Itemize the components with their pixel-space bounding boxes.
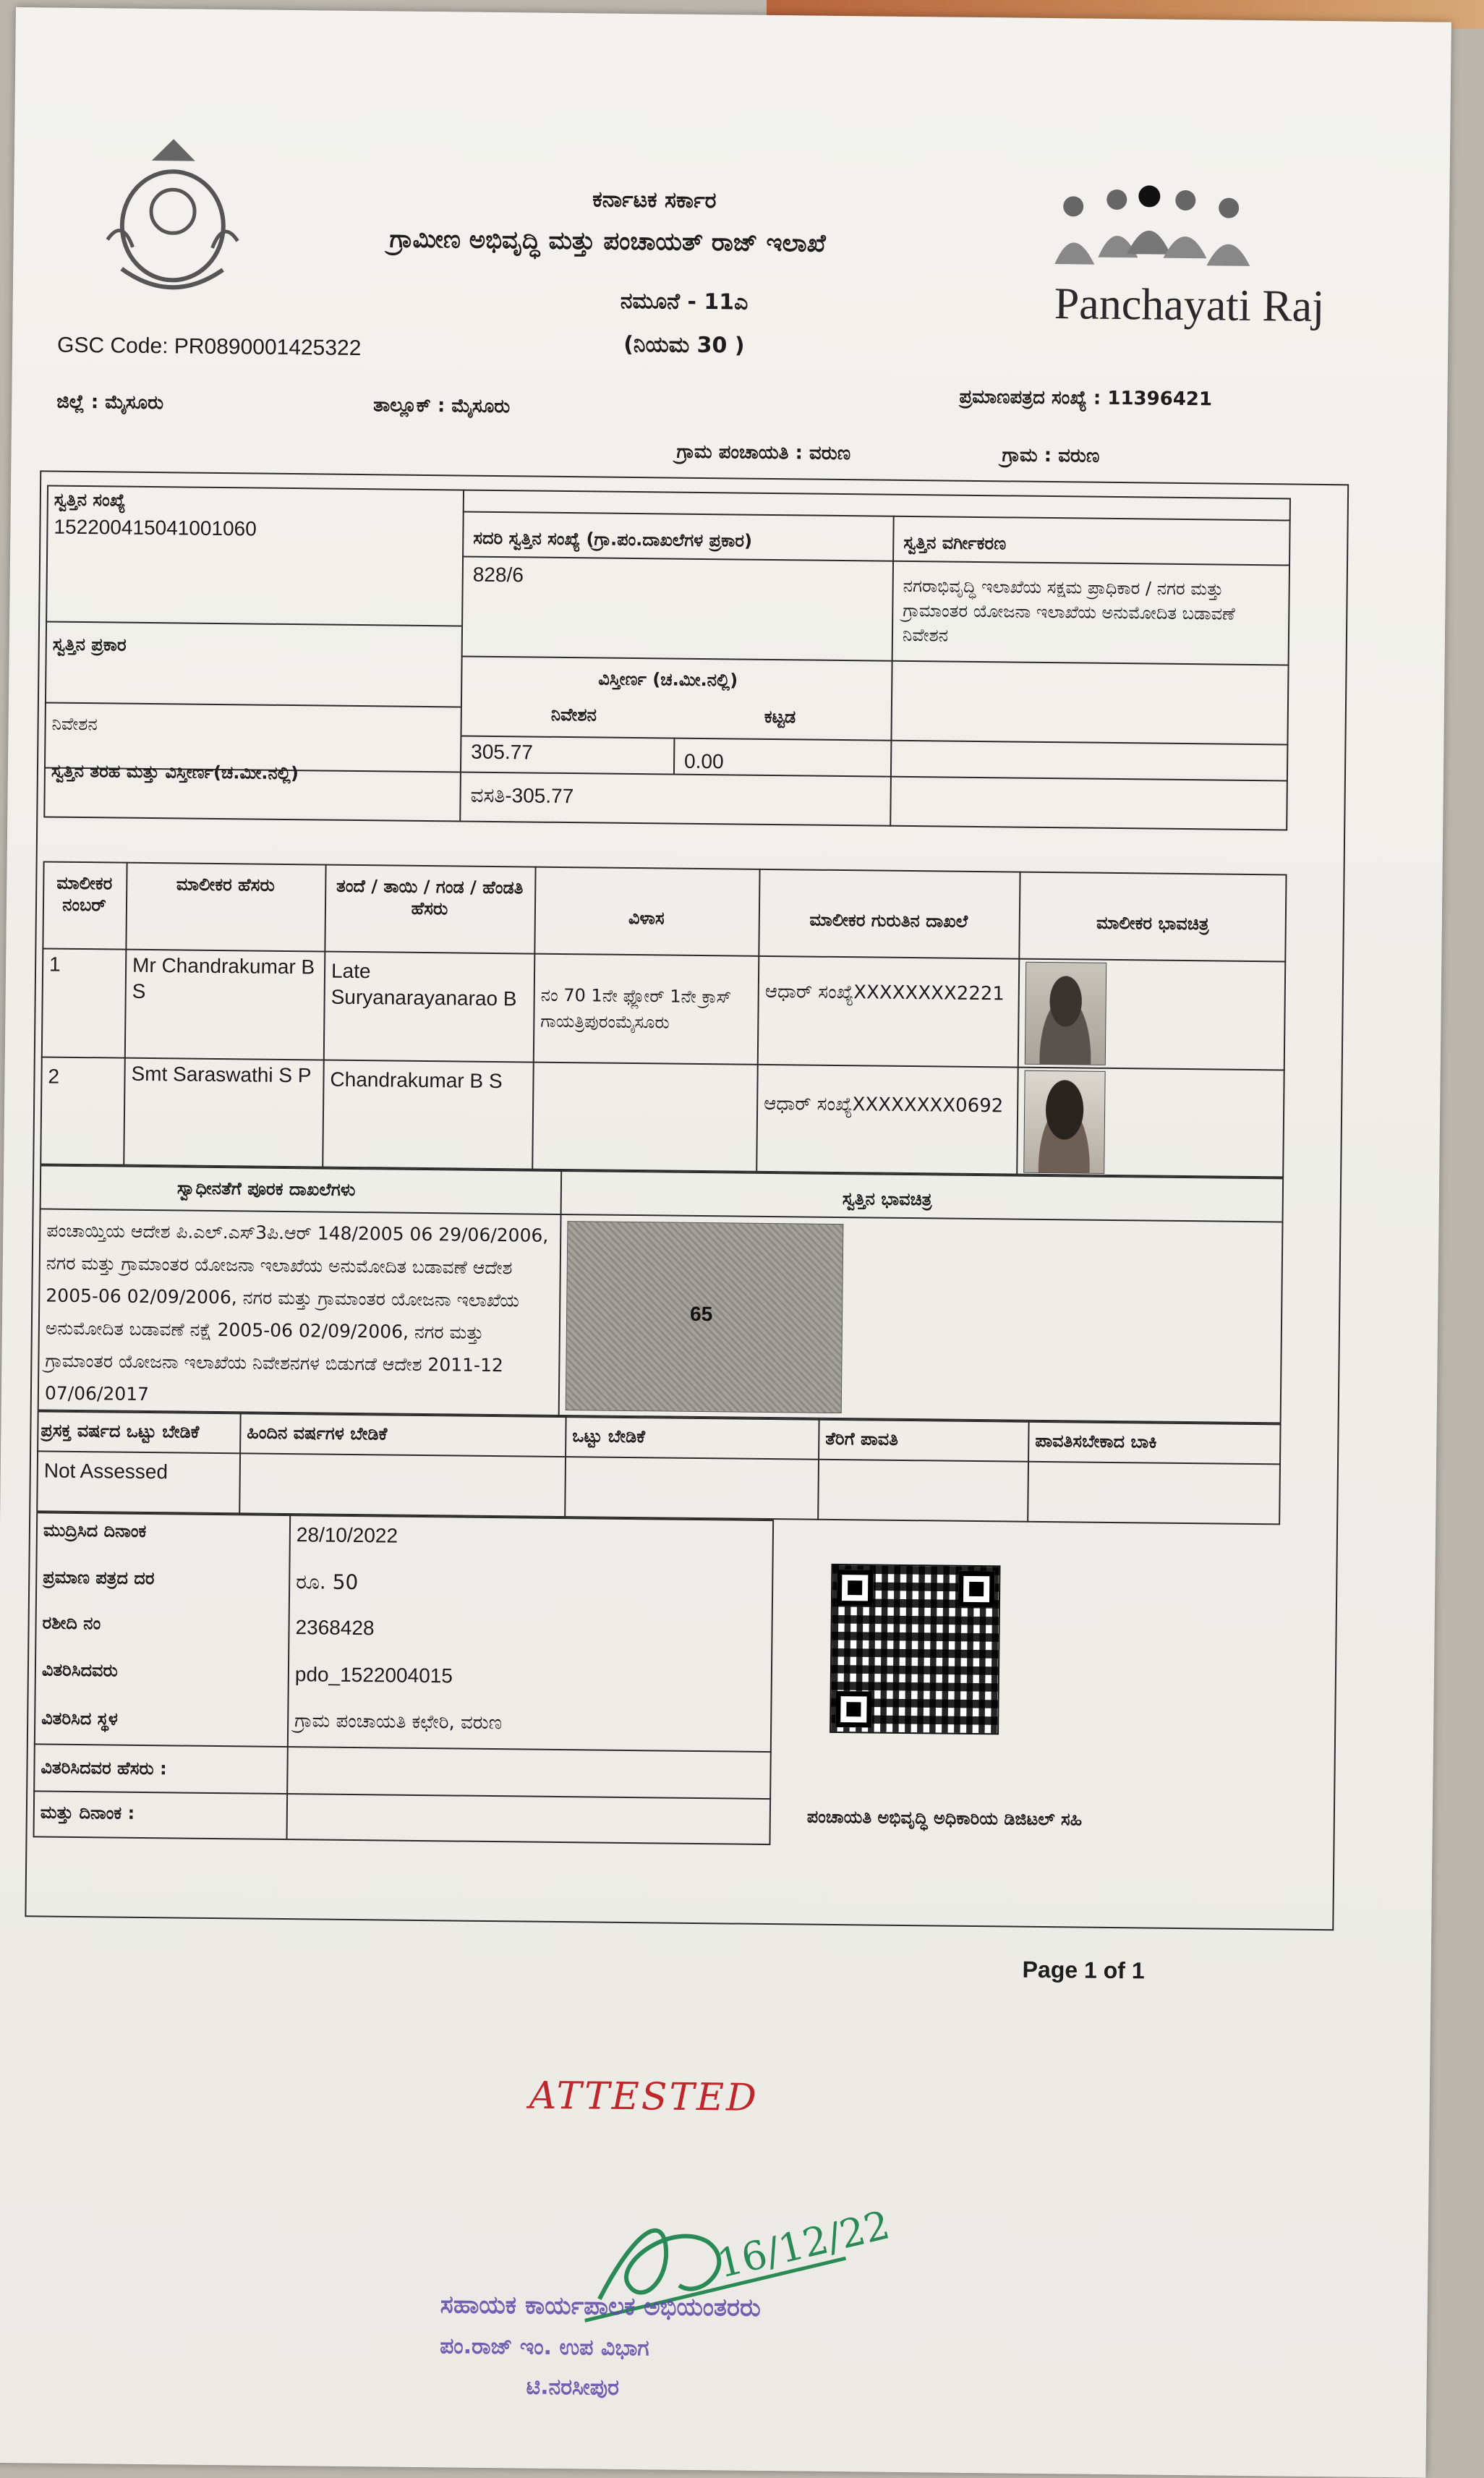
receiver-date-label: ಮತ್ತು ದಿನಾಂಕ : xyxy=(40,1802,135,1823)
owner-name-header: ಮಾಲೀಕರ ಹೆಸರು xyxy=(176,874,275,895)
owner-id-doc: ಆಧಾರ್ ಸಂಖ್ಯೆXXXXXXXX0692 xyxy=(764,1092,1004,1117)
gsc-code: GSC Code: PR0890001425322 xyxy=(56,333,362,361)
qr-code xyxy=(830,1564,1000,1734)
relation-header: ತಂದೆ / ತಾಯಿ / ಗಂಡ / ಹೆಂಡತಿ ಹೆಸರು xyxy=(336,875,524,919)
owner-relation: Late Suryanarayanarao B xyxy=(331,959,517,1010)
print-date-label: ಮುದ್ರಿಸಿದ ದಿನಾಂಕ xyxy=(43,1520,147,1542)
owner-address: ನಂ 70 1ನೇ ಫ್ಲೋರ್ 1ನೇ ಕ್ರಾಸ್ ಗಾಯತ್ರಿಪುರಂಮೈಸೂರು xyxy=(540,984,732,1033)
karnataka-emblem-icon xyxy=(77,131,268,321)
property-type-label: ಸ್ವತ್ತಿನ ಪ್ರಕಾರ xyxy=(52,634,127,655)
owner-no: 1 xyxy=(48,953,61,976)
address-header: ವಿಳಾಸ xyxy=(628,907,665,929)
government-title: ಕರ್ನಾಟಕ ಸರ್ಕಾರ xyxy=(592,187,717,214)
issuer-label: ವಿತರಿಸಿದವರು xyxy=(41,1659,118,1681)
receipt-label: ರಶೀದಿ ನಂ xyxy=(42,1612,101,1634)
stamp-line-1: ಸಹಾಯಕ ಕಾರ್ಯಪಾಲಕ ಅಭಿಯಂತರರು xyxy=(440,2290,761,2322)
property-photo xyxy=(566,1221,844,1413)
issuer-value: pdo_1522004015 xyxy=(294,1663,453,1687)
sadar-number-value: 828/6 xyxy=(472,563,524,587)
current-demand-header: ಪ್ರಸಕ್ತ ವರ್ಷದ ಒಟ್ಟು ಬೇಡಿಕೆ xyxy=(40,1420,200,1442)
building-area-value: 0.00 xyxy=(683,749,724,773)
handwritten-date: 16/12/22 xyxy=(712,2202,895,2287)
digital-signature-label: ಪಂಚಾಯತಿ ಅಭಿವೃದ್ಧಿ ಅಧಿಕಾರಿಯ ಡಿಜಿಟಲ್ ಸಹಿ xyxy=(806,1806,1083,1830)
form-number: ನಮೂನೆ - 11ಎ xyxy=(620,288,749,315)
tax-paid-header: ತೆರಿಗೆ ಪಾವತಿ xyxy=(825,1428,899,1449)
ownership-docs-text: ಪಂಚಾಯ್ತಿಯ ಆದೇಶ ಪಿ.ಎಲ್.ಎಸ್3ಪಿ.ಆರ್ 148/2005 06 29/06/2006, ನಗರ ಮತ್ತು ಗ್ರಾಮಾಂತರ ಯೋಜನಾ ಇಲಾಖೆಯ ಅನುಮೋದಿತ ಬಡಾವಣೆ ಆದೇಶ 2005-06 02/09/2006, ನಗರ ಮತ್ತು ಗ್ರಾಮಾಂತರ ಯೋಜನಾ ಇಲಾಖೆಯ ಅನುಮೋದಿತ ಬಡಾವಣೆ ನಕ್ಷೆ 2005-06 02/09/2006, ನಗರ ಮತ್ತು ಗ್ರಾಮಾಂತರ ಯೋಜನಾ ಇಲಾಖೆಯ ನಿವೇಶನಗಳ ಬಿಡುಗಡೆ ಆದೇಶ 2011-12 07/06/2017 xyxy=(44,1219,549,1405)
receipt-value: 2368428 xyxy=(295,1616,375,1640)
ownership-docs-label: ಸ್ವಾಧೀನತೆಗೆ ಪೂರಕ ದಾಖಲೆಗಳು xyxy=(176,1178,356,1201)
fee-value: ರೂ. 50 xyxy=(296,1570,359,1595)
sadar-number-label: ಸದರಿ ಸ್ವತ್ತಿನ ಸಂಖ್ಯೆ (ಗ್ರಾ.ಪಂ.ದಾಖಲೆಗಳ ಪ್ರಕಾರ) xyxy=(473,527,753,551)
fee-label: ಪ್ರಮಾಣ ಪತ್ರದ ದರ xyxy=(43,1567,155,1589)
building-label: ಕಟ್ಟಡ xyxy=(764,706,796,728)
total-demand-header: ಒಟ್ಟು ಬೇಡಿಕೆ xyxy=(572,1426,646,1447)
department-title: ಗ್ರಾಮೀಣ ಅಭಿವೃದ್ಧಿ ಮತ್ತು ಪಂಚಾಯತ್ ರಾಜ್ ಇಲಾಖೆ xyxy=(389,224,826,258)
owner-relation: Chandrakumar B S xyxy=(330,1068,503,1093)
owner-photo xyxy=(1023,1070,1105,1174)
site-label: ನಿವೇಶನ xyxy=(550,704,597,725)
property-photo-label: ಸ್ವತ್ತಿನ ಭಾವಚಿತ್ರ xyxy=(842,1188,932,1210)
taluk: ತಾಲ್ಲೂಕ್ : ಮೈಸೂರು xyxy=(373,394,511,418)
property-type-value: ನಿವೇಶನ xyxy=(51,713,98,735)
receiver-name-label: ವಿತರಿಸಿದವರ ಹೆಸರು : xyxy=(40,1757,167,1779)
rule-number: (ನಿಯಮ 30 ) xyxy=(623,331,745,359)
property-photo-caption: 65 xyxy=(689,1302,713,1326)
previous-demand-header: ಹಿಂದಿನ ವರ್ಷಗಳ ಬೇಡಿಕೆ xyxy=(247,1422,388,1444)
owner-photo xyxy=(1025,962,1106,1065)
property-id-value: 152200415041001060 xyxy=(54,515,257,540)
issue-place-label: ವಿತರಿಸಿದ ಸ್ಥಳ xyxy=(41,1708,119,1729)
area-label: ವಿಸ್ತೀರ್ಣ (ಚ.ಮೀ.ನಲ್ಲಿ) xyxy=(598,668,738,691)
owner-no: 2 xyxy=(48,1065,60,1088)
site-area-value: 305.77 xyxy=(471,740,534,764)
certificate-number: ಪ್ರಮಾಣಪತ್ರದ ಸಂಖ್ಯೆ : 11396421 xyxy=(959,386,1213,411)
print-date-value: 28/10/2022 xyxy=(296,1523,398,1547)
classification-value: ನಗರಾಭಿವೃದ್ಧಿ ಇಲಾಖೆಯ ಸಕ್ಷಮ ಪ್ರಾಧಿಕಾರ / ನಗರ ಮತ್ತು ಗ್ರಾಮಾಂತರ ಯೋಜನಾ ಇಲಾಖೆಯ ಅನುಮೋದಿತ ಬಡಾವಣೆ ನಿವೇಶನ xyxy=(902,575,1235,646)
owner-name: Smt Saraswathi S P xyxy=(131,1062,312,1087)
owner-name: Mr Chandrakumar B S xyxy=(132,953,315,1002)
certificate-page xyxy=(0,7,1451,2478)
stamp-line-2: ಪಂ.ರಾಜ್ ಇಂ. ಉಪ ವಿಭಾಗ xyxy=(439,2333,649,2362)
owner-photo-header: ಮಾಲೀಕರ ಭಾವಚಿತ್ರ xyxy=(1096,912,1209,934)
page-number: Page 1 of 1 xyxy=(1022,1956,1145,1984)
panchayati-raj-logo-icon xyxy=(1040,184,1258,288)
property-id-label: ಸ್ವತ್ತಿನ ಸಂಖ್ಯೆ xyxy=(54,489,126,511)
village: ಗ್ರಾಮ : ವರುಣ xyxy=(1002,444,1100,467)
issue-place-value: ಗ್ರಾಮ ಪಂಚಾಯತಿ ಕಛೇರಿ, ವರುಣ xyxy=(294,1710,503,1734)
total-area-value: ವಸತಿ-305.77 xyxy=(470,783,574,808)
attested-mark: ATTESTED xyxy=(529,2074,759,2120)
panchayati-raj-logo-text: Panchayati Raj xyxy=(1054,279,1325,331)
gram-panchayat: ಗ್ರಾಮ ಪಂಚಾಯತಿ : ವರುಣ xyxy=(676,440,851,465)
owner-id-doc: ಆಧಾರ್ ಸಂಖ್ಯೆXXXXXXXX2221 xyxy=(764,980,1005,1005)
current-demand-value: Not Assessed xyxy=(43,1459,169,1483)
owner-no-header: ಮಾಲೀಕರ ನಂಬರ್ xyxy=(56,872,113,916)
kind-area-label: ಸ್ವತ್ತಿನ ತರಹ ಮತ್ತು ವಿಸ್ತೀರ್ಣ(ಚ.ಮೀ.ನಲ್ಲಿ) xyxy=(51,760,299,784)
district: ಜಿಲ್ಲೆ : ಮೈಸೂರು xyxy=(56,391,164,414)
stamp-line-3: ಟಿ.ನರಸೀಪುರ xyxy=(526,2374,620,2401)
id-doc-header: ಮಾಲೀಕರ ಗುರುತಿನ ದಾಖಲೆ xyxy=(809,909,968,932)
balance-due-header: ಪಾವತಿಸಬೇಕಾದ ಬಾಕಿ xyxy=(1035,1430,1157,1452)
classification-label: ಸ್ವತ್ತಿನ ವರ್ಗೀಕರಣ xyxy=(903,532,1007,554)
